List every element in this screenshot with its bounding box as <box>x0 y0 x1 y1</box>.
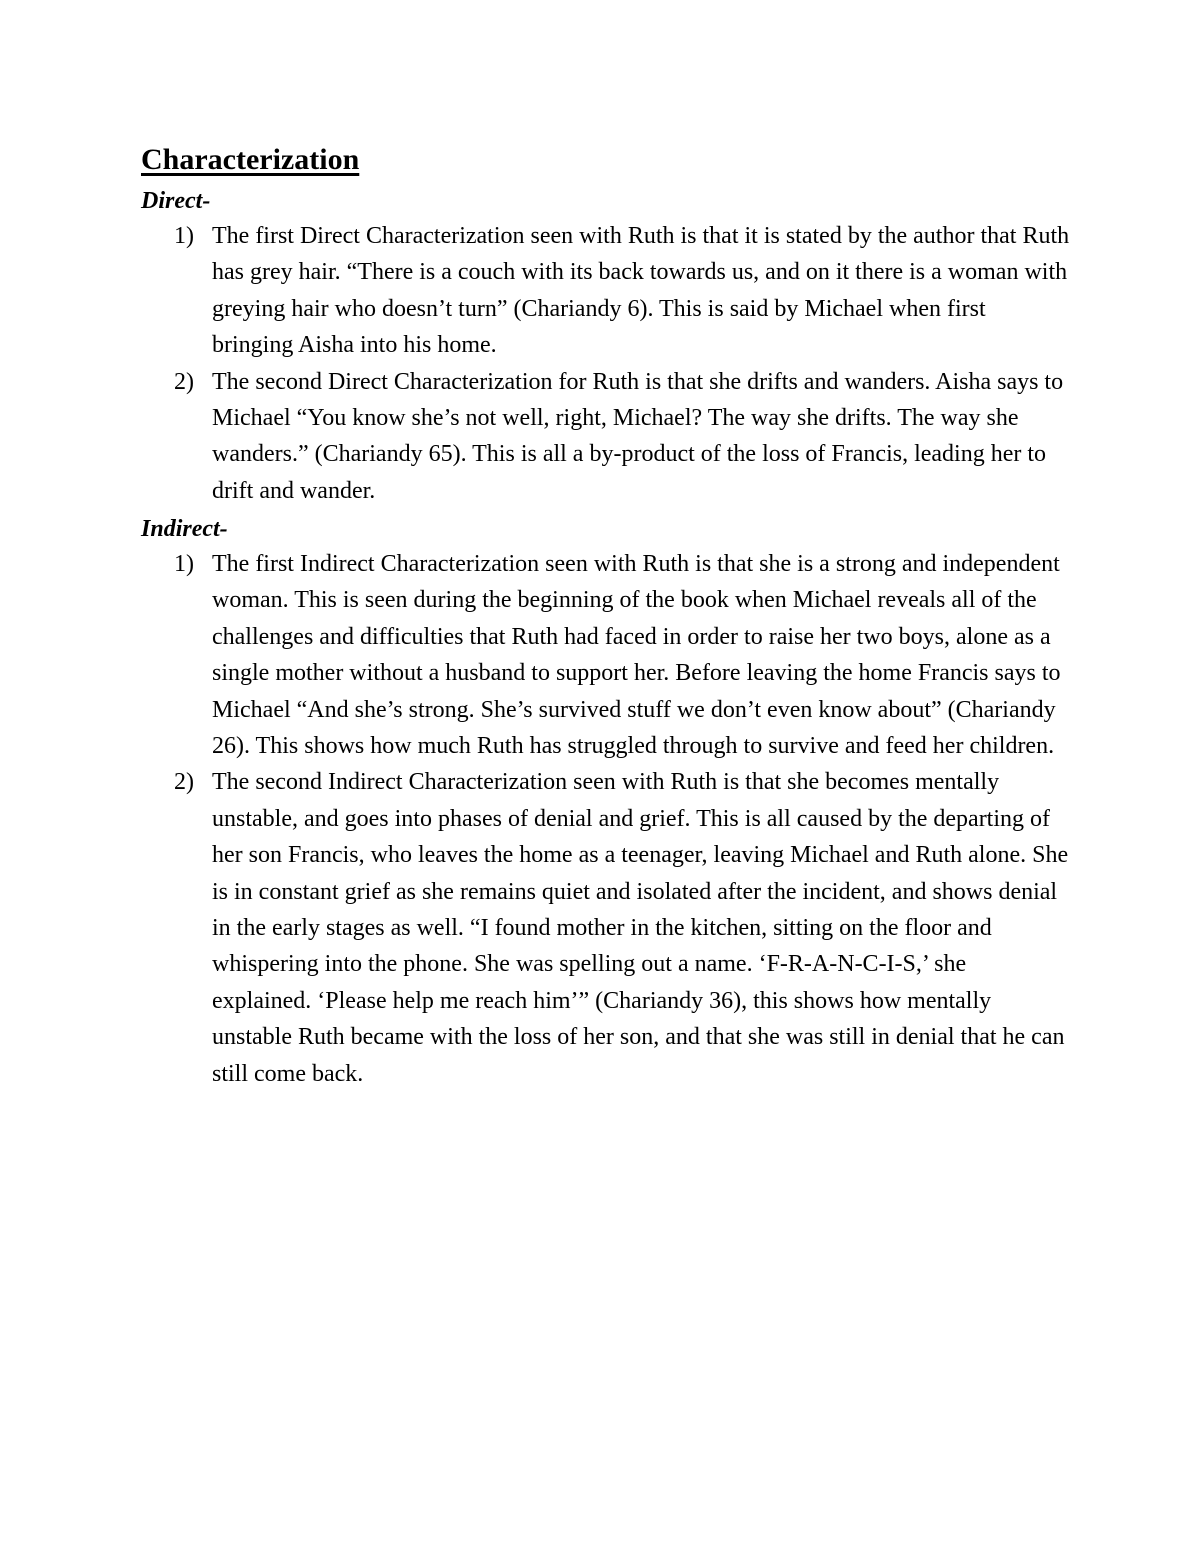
list-item-text: The second Indirect Characterization seen with Ruth is that she becomes mentally unstable, and goes into phases of denial and grief. This is all caused by the departing of her son Francis, who leaves the home as a teenager, leaving Michael and Ruth alone. She is in constant grief as she remains quiet and isolated after the incident, and shows denial in the early stages as well. “I found mother in the kitchen, sitting on the floor and whispering into the phone. She was spelling out a name. ‘F-R-A-N-C-I-S,’ she explained. ‘Please help me reach him’” (Chariandy 36), this shows how mentally unstable Ruth became with the loss of her son, and that she was still in denial that he can still come back. <box>212 769 1069 1087</box>
list-item-text: The second Direct Characterization for Ruth is that she drifts and wanders. Aisha says to Michael “You know she’s not well, right, Michael? The way she drifts. The way she wanders.” (Chariandy 65). This is all a by-product of the loss of Francis, leading her to drift and wander. <box>212 368 1064 504</box>
section-heading-indirect: Indirect- <box>141 516 228 542</box>
list-item <box>141 364 1071 510</box>
page-title: Characterization <box>141 143 360 176</box>
list-item <box>141 218 1071 364</box>
list-item-number: 1) <box>174 551 194 577</box>
list-item-text: The first Indirect Characterization seen with Ruth is that she is a strong and independent woman. This is seen during the beginning of the book when Michael reveals all of the challenges and difficulties that Ruth had faced in order to raise her two boys, alone as a single mother without a husband to support her. Before leaving the home Francis says to Michael “And she’s strong. She’s survived stuff we don’t even know about” (Chariandy 26). This shows how much Ruth has struggled through to survive and feed her children. <box>212 551 1061 760</box>
list-item-number: 1) <box>174 223 194 249</box>
direct-characterization-list <box>141 218 1071 509</box>
list-item-number: 2) <box>174 368 194 395</box>
list-item <box>141 764 1071 1092</box>
list-item-text: The first Direct Characterization seen with Ruth is that it is stated by the author that Ruth has grey hair. “There is a couch with its back towards us, and on it there is a woman with greying hair who doesn’t turn” (Chariandy 6). This is said by Michael when first bringing Aisha into his home. <box>212 223 1070 359</box>
list-item <box>141 546 1071 764</box>
section-heading-direct: Direct- <box>141 188 211 214</box>
indirect-characterization-list <box>141 546 1071 1092</box>
list-item-number: 2) <box>174 769 194 796</box>
